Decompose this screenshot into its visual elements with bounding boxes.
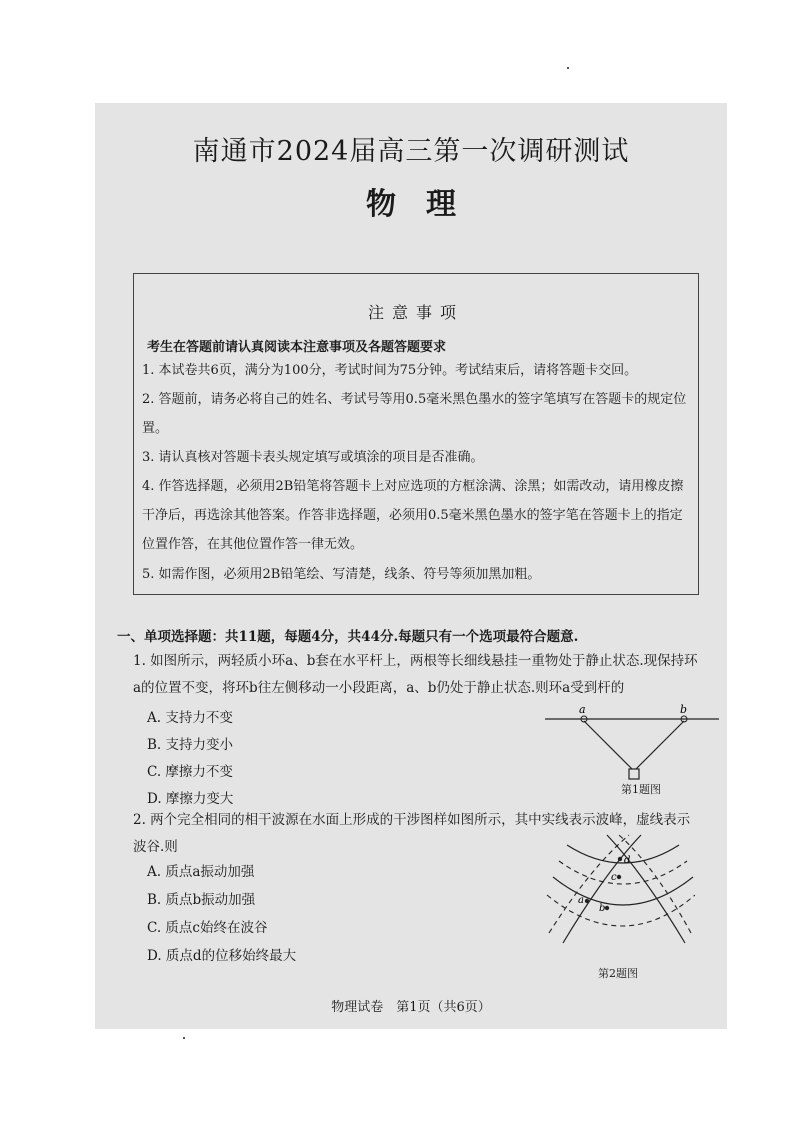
notice-item: 4. 作答选择题，必须用2B铅笔将答题卡上对应选项的方框涂满、涂黑；如需改动，请用橡皮擦干净后，再选涂其他答案。作答非选择题，必须用0.5毫米黑色墨水的签字笔在答题卡上的指定位置作答，在其他位置作答一律无效。	[142, 479, 684, 552]
question-1-option-b: B. 支持力变小	[147, 737, 234, 753]
exam-title: 南通市2024届高三第一次调研测试	[192, 136, 630, 167]
question-2-option-d: D. 质点d的位移始终最大	[147, 948, 297, 964]
question-1-stem: 1. 如图所示，两轻质小环a、b套在水平杆上，两根等长细线悬挂一重物处于静止状态.现保持环a的位置不变，将环b往左侧移动一小段距离，a、b仍处于静止状态.则环a受到杆的	[133, 653, 698, 696]
question-2-figure-caption: 第2题图	[598, 967, 638, 980]
scan-speck	[183, 1037, 185, 1039]
question-1-option-d: D. 摩擦力变大	[147, 791, 234, 807]
notice-title: 注意事项	[367, 303, 464, 322]
scan-speck	[567, 67, 569, 69]
notice-item: 1. 本试卷共6页，满分为100分，考试时间为75分钟。考试结束后，请将答题卡交回。	[142, 363, 638, 378]
question-2-option-c: C. 质点c始终在波谷	[147, 920, 268, 936]
question-2-stem: 2. 两个完全相同的相干波源在水面上形成的干涉图样如图所示，其中实线表示波峰，虚线表示波谷.则	[133, 812, 691, 855]
point-b	[605, 906, 609, 910]
notice-intro: 考生在答题前请认真阅读本注意事项及各题答题要求	[147, 340, 447, 355]
label-c: c	[611, 872, 617, 883]
crest-arc	[607, 835, 685, 943]
notice-item: 2. 答题前，请务必将自己的姓名、考试号等用0.5毫米黑色墨水的签字笔填写在答题卡的规定位置。	[142, 392, 687, 436]
hanging-weight	[629, 769, 639, 779]
question-1-figure	[543, 701, 723, 791]
question-1-figure-caption: 第1题图	[621, 783, 661, 796]
label-b: b	[680, 703, 688, 716]
notice-box	[133, 273, 699, 595]
question-2-figure	[545, 833, 695, 958]
label-d: d	[624, 855, 631, 866]
question-1-option-a: A. 支持力不变	[147, 710, 233, 726]
point-d	[618, 857, 622, 861]
trough-arc	[547, 895, 695, 926]
thread-left	[584, 721, 632, 769]
exam-page	[95, 103, 727, 1029]
section-heading: 一、单项选择题：共11题，每题4分，共44分.每题只有一个选项最符合题意.	[117, 629, 579, 645]
label-a: a	[578, 895, 584, 906]
question-2-option-a: A. 质点a振动加强	[147, 864, 255, 880]
question-1-option-c: C. 摩擦力不变	[147, 764, 233, 780]
notice-item: 5. 如需作图，必须用2B铅笔绘、写清楚，线条、符号等须加黑加粗。	[142, 567, 541, 582]
trough-arc	[559, 861, 687, 884]
question-2-option-b: B. 质点b振动加强	[147, 892, 256, 908]
point-a	[585, 899, 589, 903]
label-b: b	[599, 903, 606, 914]
notice-item: 3. 请认真核对答题卡表头规定填写或填涂的项目是否准确。	[142, 450, 484, 465]
page-footer: 物理试卷 第1页（共6页）	[331, 1000, 491, 1015]
thread-right	[636, 721, 684, 769]
point-c	[617, 875, 621, 879]
label-a: a	[579, 703, 586, 716]
crest-arc	[563, 835, 641, 943]
subject-title: 物 理	[366, 187, 456, 222]
